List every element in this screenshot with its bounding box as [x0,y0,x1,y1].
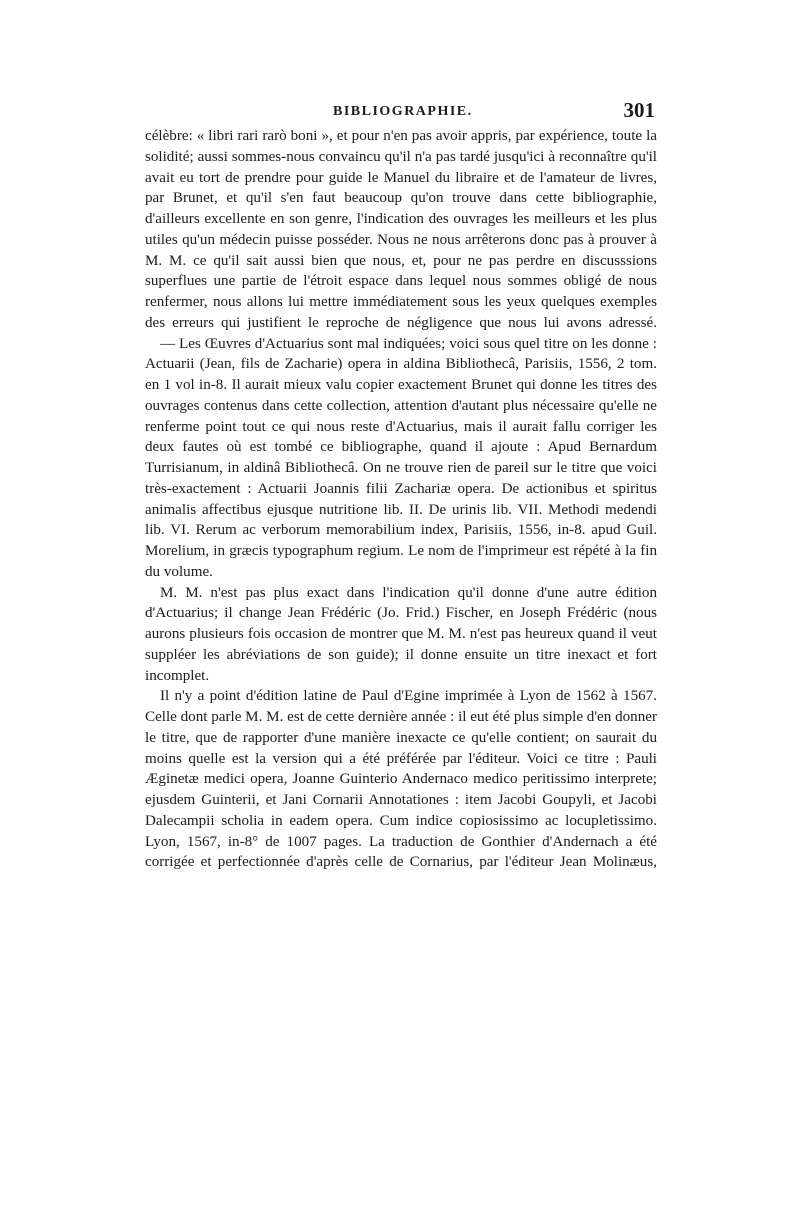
paragraph-2: — Les Œuvres d'Actuarius sont mal indiquées; voici sous quel titre on les donne : Actuarii (Jean, fils de Zacharie) opera in aldina Bibliothecâ, Parisiis, 1556, 2 tom. en 1 vol in-8. Il aurait mieux valu copier exactement Brunet qui donne les titres des ouvrages contenus dans cette collection, attention d'autant plus nécessaire qu'elle ne renferme point tout ce qui nous reste d'Actuarius, mais il aurait fallu corriger les deux fautes où est tombé ce bibliographe, quand il ajoute : Apud Bernardum Turrisianum, in aldinâ Bibliothecâ. On ne trouve rien de pareil sur le titre que voici très-exactement : Actuarii Joannis filii Zachariæ opera. De actionibus et spiritus animalis affectibus ejusque nutritione lib. II. De urinis lib. VII. Methodi medendi lib. VI. Rerum ac verborum memorabilium index, Parisiis, 1556, in-8. apud Guil. Morelium, in græcis typographum regium. Le nom de l'imprimeur est répété à la fin du volume. [145,335,657,580]
body-text [145,126,657,873]
paragraph-3: M. M. n'est pas plus exact dans l'indication qu'il donne d'une autre édition d'Actuarius; il change Jean Frédéric (Jo. Frid.) Fischer, en Joseph Frédéric (nous aurons plusieurs fois occasion de montrer que M. M. n'est pas heureux quand il veut suppléer les abréviations de son guide); il donne ensuite un titre inexact et fort incomplet. [145,584,657,684]
page-number: 301 [623,98,655,122]
page-header [145,98,655,128]
paragraph-1: célèbre: « libri rari rarò boni », et pour n'en pas avoir appris, par expérience, toute la solidité; aussi sommes-nous convaincu qu'il n'a pas tardé jusqu'ici à reconnaître qu'il avait eu tort de prendre pour guide le Manuel du libraire et de l'amateur de livres, par Brunet, et qu'il s'en faut beaucoup qu'on trouve dans cette bibliographie, d'ailleurs excellente en son genre, l'indication des ouvrages les meilleurs et les plus utiles qu'un médecin puisse posséder. Nous ne nous arrêterons donc pas à prouver à M. M. ce qu'il sait aussi bien que nous, et, pour ne pas perdre en discusssions superflues une partie de l'étroit espace dans lequel nous sommes obligé de nous renfermer, nous allons lui mettre immédiatement sous les yeux quelques exemples des erreurs qui justifient le reproche de négligence que nous lui avons adressé. [145,128,657,331]
paragraph-4: Il n'y a point d'édition latine de Paul d'Egine imprimée à Lyon de 1562 à 1567. Celle dont parle M. M. est de cette dernière année : il eut été plus simple d'en donner le titre, que de rapporter d'une manière inexacte ce qu'elle contient; on saurait du moins quelle est la version qui a été préférée par l'éditeur. Voici ce titre : Pauli Æginetæ medici opera, Joanne Guinterio Andernaco medico peritissimo interprete; ejusdem Guinterii, et Jani Cornarii Annotationes : item Jacobi Goupyli, et Jacobi Dalecampii scholia in eadem opera. Cum indice copiosissimo ac locupletissimo. Lyon, 1567, in-8° de 1007 pages. La traduction de Gonthier d'Andernach a été corrigée et perfectionnée d'après celle de Cornarius, par l'éditeur Jean Molinæus, [145,688,657,871]
running-title: BIBLIOGRAPHIE. [333,104,473,119]
